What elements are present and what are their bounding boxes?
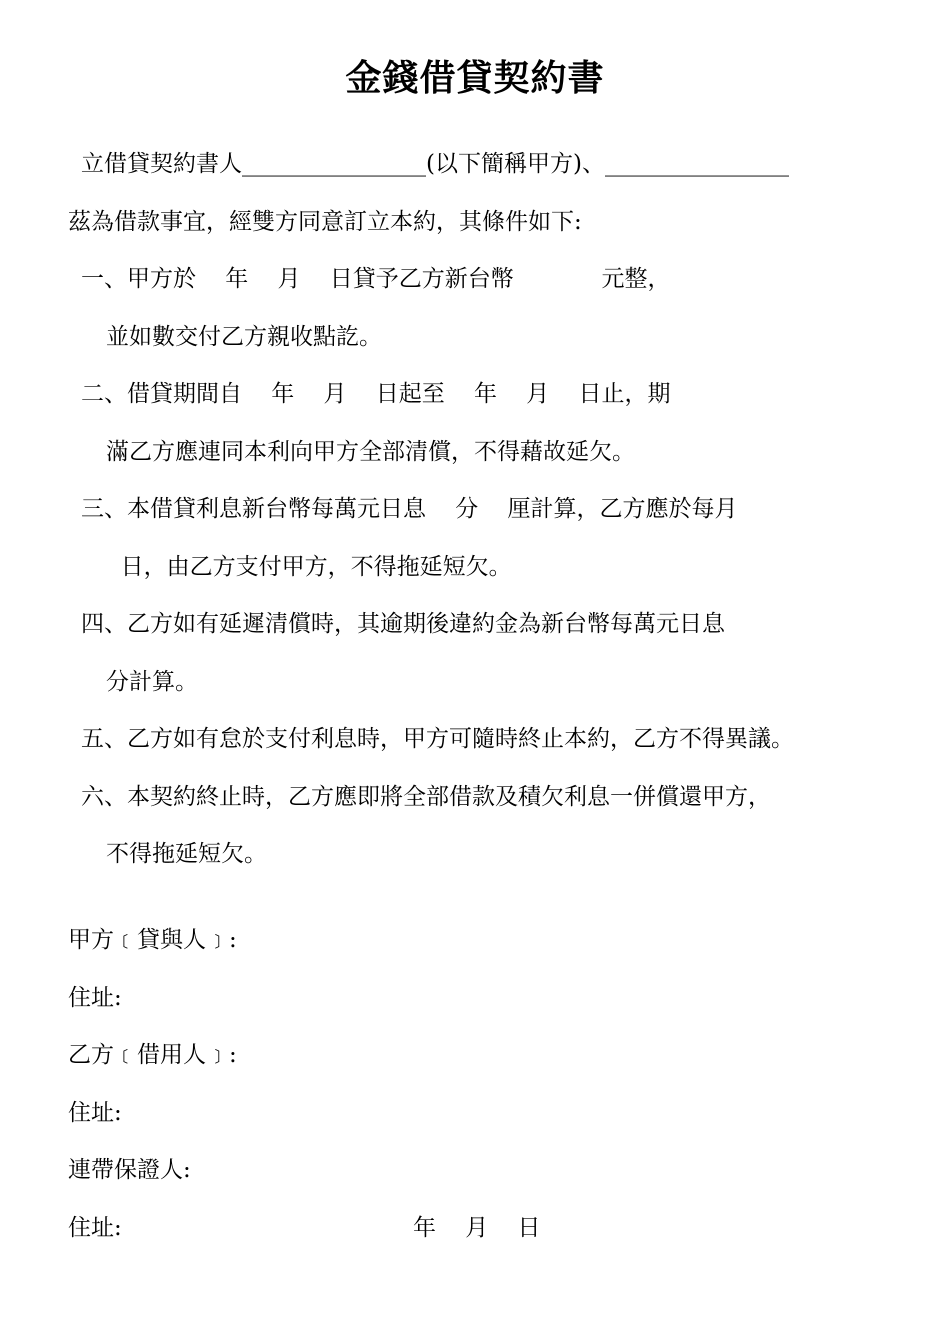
clause-4-line-1: 四、乙方如有延遲清償時，其逾期後違約金為新台幣每萬元日息: [81, 611, 725, 637]
clause-1-line-2: 並如數交付乙方親收點訖。: [106, 324, 382, 350]
guarantor-address-label: 住址:: [68, 1215, 122, 1241]
clause-1-line-1: 一、甲方於 年 月 日貸予乙方新台幣 元整，: [81, 266, 671, 292]
clause-2-line-1: 二、借貸期間自 年 月 日起至 年 月 日止，期: [81, 381, 671, 407]
party-b-address-label: 住址:: [68, 1100, 122, 1126]
date-line: 年 月 日: [413, 1215, 541, 1241]
clause-6-line-2: 不得拖延短欠。: [106, 841, 267, 867]
clause-6-line-1: 六、本契約終止時，乙方應即將全部借款及積欠利息一併償還甲方，: [81, 784, 771, 810]
clause-5-line-1: 五、乙方如有怠於支付利息時，甲方可隨時終止本約，乙方不得異議。: [81, 726, 794, 752]
clause-2-line-2: 滿乙方應連同本利向甲方全部清償，不得藉故延欠。: [106, 439, 635, 465]
preamble: 茲為借款事宜，經雙方同意訂立本約，其條件如下:: [68, 209, 582, 235]
party-b-label: 乙方﹝借用人﹞:: [68, 1042, 237, 1068]
document-title: 金錢借貸契約書: [345, 58, 605, 99]
guarantor-label: 連帶保證人:: [68, 1157, 191, 1183]
clause-3-line-2: 日，由乙方支付甲方，不得拖延短欠。: [106, 554, 512, 580]
party-a-address-label: 住址:: [68, 985, 122, 1011]
party-a-label: 甲方﹝貸與人﹞:: [68, 927, 237, 953]
clause-3-line-1: 三、本借貸利息新台幣每萬元日息 分 厘計算，乙方應於每月: [81, 496, 738, 522]
clause-4-line-2: 分計算。: [106, 669, 198, 695]
intro-line: 立借貸契約書人________________(以下簡稱甲方)、________________: [81, 151, 789, 177]
